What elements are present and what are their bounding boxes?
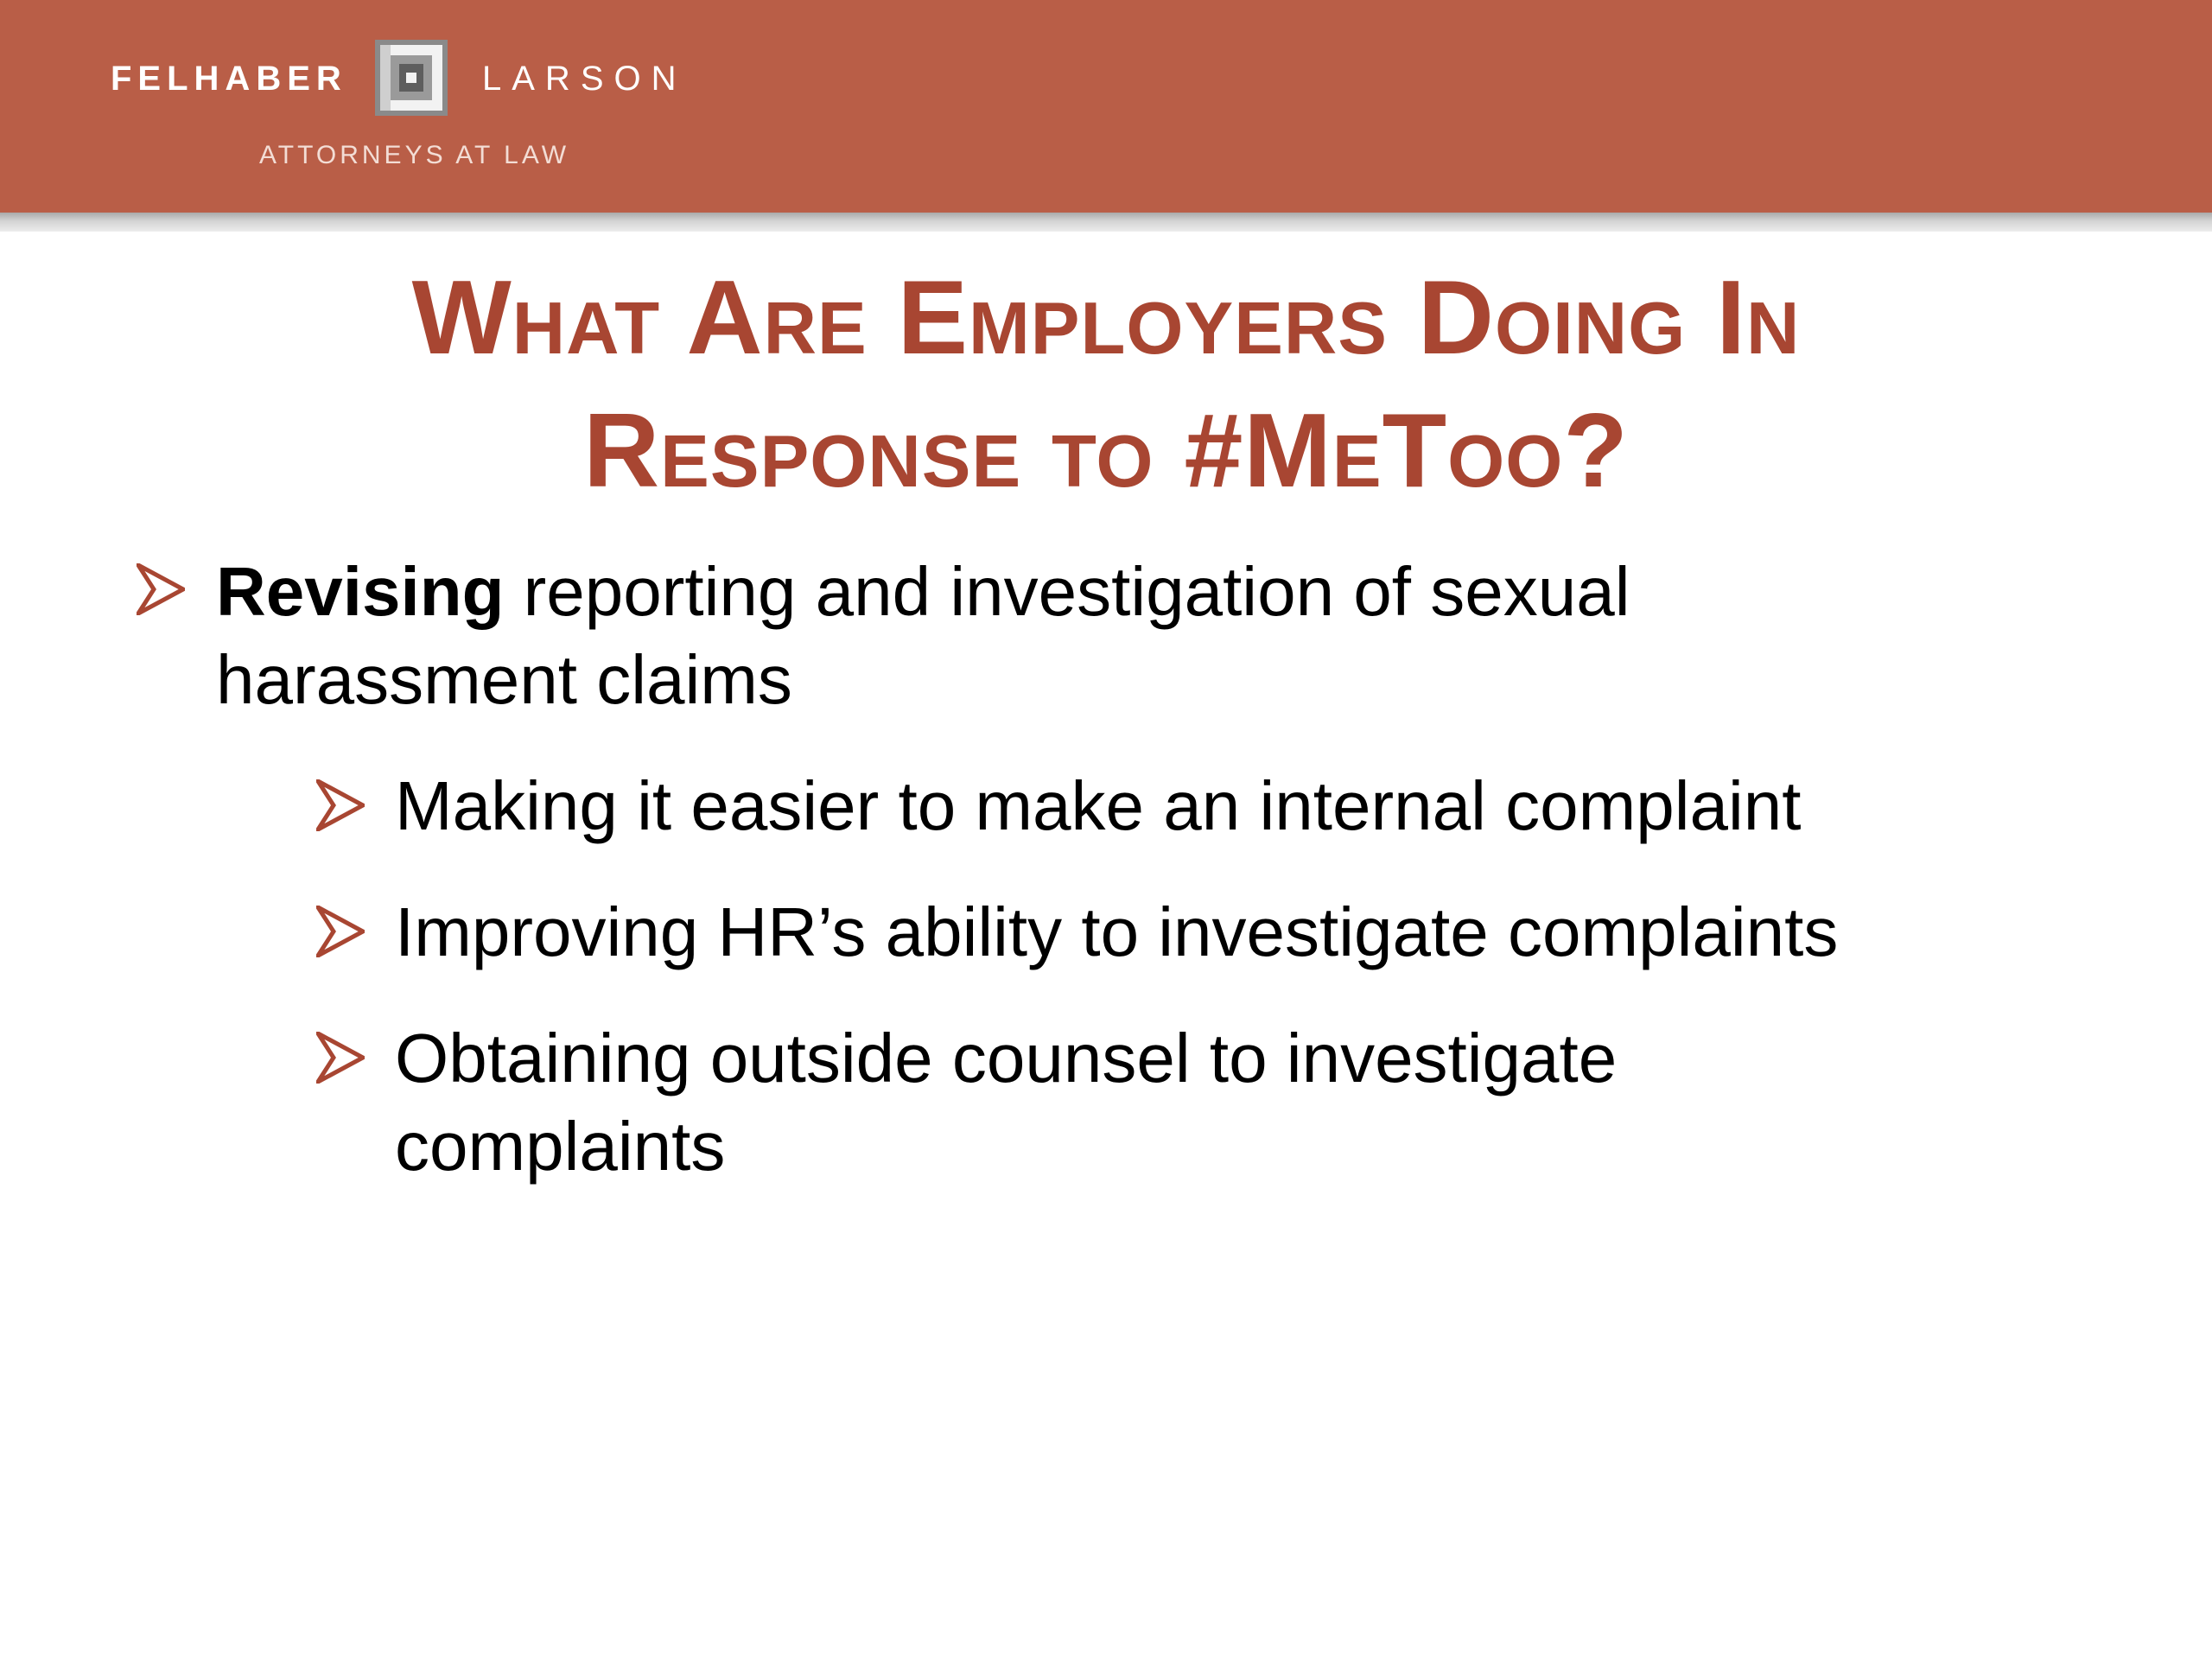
bullet-main: [216, 548, 1858, 724]
slide-title: [0, 251, 2212, 517]
arrow-bullet-icon: [316, 906, 365, 957]
sub-bullet-1: Making it easier to make an internal complaint: [395, 767, 1802, 844]
bullet-main-emphasis: Revising: [216, 553, 505, 630]
header-divider: [0, 213, 2212, 232]
firm-tagline: ATTORNEYS AT LAW: [259, 141, 570, 169]
sub-bullet-2: Improving HR’s ability to investigate complaints: [395, 893, 1839, 970]
arrow-bullet-icon: [137, 563, 185, 615]
bullet-main-text: reporting and investigation of sexual harassment claims: [216, 553, 1630, 718]
arrow-bullet-icon: [316, 779, 365, 831]
header-banner: [0, 0, 2212, 213]
sub-bullet-3: Obtaining outside counsel to investigate complaints: [395, 1020, 1618, 1185]
firm-name-left: FELHABER: [111, 60, 347, 98]
slide-title-line-1: What Are Employers Doing In: [411, 258, 1801, 376]
arrow-bullet-icon: [316, 1032, 365, 1084]
firm-name-right: LARSON: [482, 60, 687, 98]
firm-logo-icon: [373, 38, 449, 118]
slide-title-line-2: Response to #MeToo?: [583, 391, 1629, 509]
